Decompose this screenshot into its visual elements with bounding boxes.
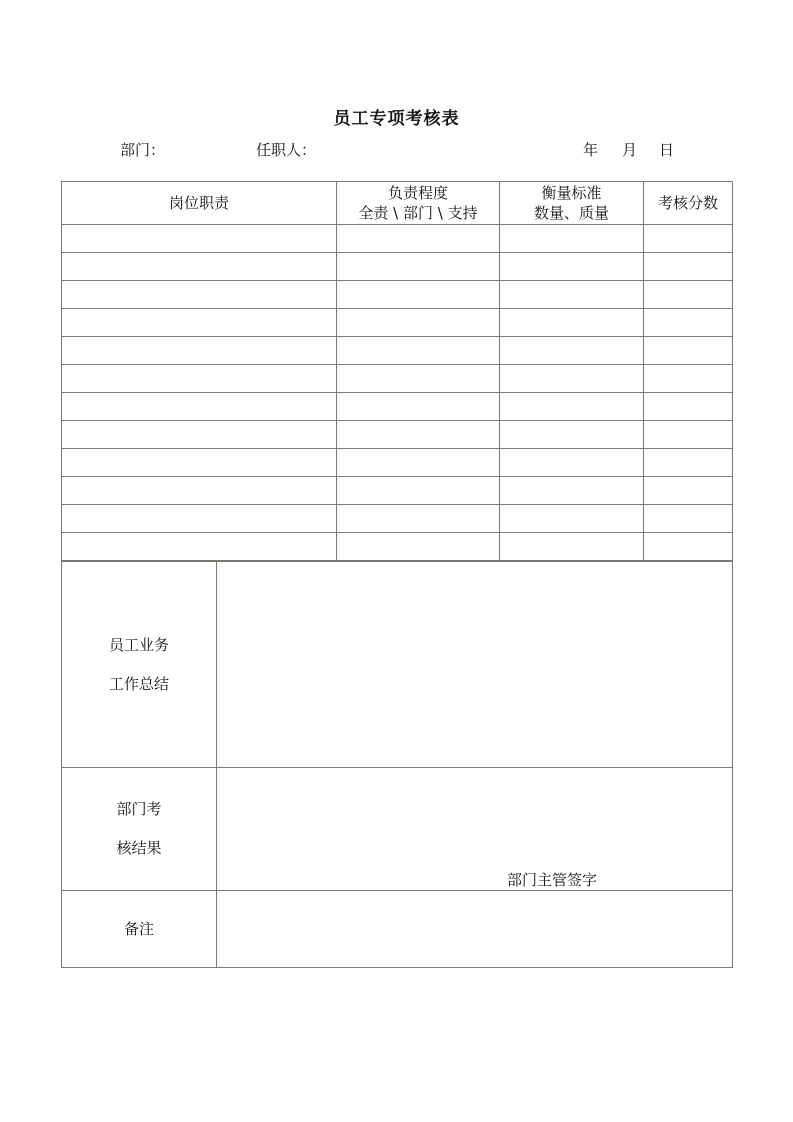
summary-row xyxy=(62,562,733,768)
table-row xyxy=(62,337,733,365)
table-cell[interactable] xyxy=(337,225,500,253)
result-label xyxy=(62,768,217,891)
signature-label: 部门主管签字 xyxy=(507,871,598,889)
summary-label-line2: 工作总结 xyxy=(108,674,169,693)
table-cell[interactable] xyxy=(62,533,337,561)
header-standard xyxy=(500,182,644,225)
table-row xyxy=(62,421,733,449)
table-cell[interactable] xyxy=(337,449,500,477)
table-cell[interactable] xyxy=(337,477,500,505)
table-cell[interactable] xyxy=(337,393,500,421)
table-cell[interactable] xyxy=(500,281,644,309)
header-score xyxy=(644,182,733,225)
table-cell[interactable] xyxy=(500,225,644,253)
table-row xyxy=(62,281,733,309)
table-cell[interactable] xyxy=(500,253,644,281)
table-cell[interactable] xyxy=(62,365,337,393)
header-score-label: 考核分数 xyxy=(657,194,718,212)
table-cell[interactable] xyxy=(62,281,337,309)
remarks-label: 备注 xyxy=(62,891,217,968)
result-label-line1: 部门考 xyxy=(116,800,162,818)
table-cell[interactable] xyxy=(644,449,733,477)
month-label: 月 xyxy=(622,141,638,159)
table-cell[interactable] xyxy=(644,225,733,253)
table-cell[interactable] xyxy=(500,365,644,393)
table-cell[interactable] xyxy=(500,393,644,421)
table-cell[interactable] xyxy=(337,337,500,365)
table-row xyxy=(62,533,733,561)
table-cell[interactable] xyxy=(62,393,337,421)
table-row xyxy=(62,253,733,281)
table-row xyxy=(62,449,733,477)
table-cell[interactable] xyxy=(337,533,500,561)
duty-table xyxy=(61,181,733,561)
table-cell[interactable] xyxy=(62,309,337,337)
table-cell[interactable] xyxy=(644,337,733,365)
table-cell[interactable] xyxy=(62,253,337,281)
summary-label-line1: 员工业务 xyxy=(108,635,169,654)
person-label: 任职人： xyxy=(256,141,317,159)
summary-field[interactable] xyxy=(217,562,733,768)
table-cell[interactable] xyxy=(500,477,644,505)
table-cell[interactable] xyxy=(500,337,644,365)
summary-label xyxy=(62,562,217,768)
table-cell[interactable] xyxy=(500,421,644,449)
table-cell[interactable] xyxy=(644,505,733,533)
table-cell[interactable] xyxy=(644,281,733,309)
table-cell[interactable] xyxy=(62,477,337,505)
header-duty-label: 岗位职责 xyxy=(168,194,229,212)
table-row xyxy=(62,393,733,421)
table-cell[interactable] xyxy=(644,309,733,337)
table-cell[interactable] xyxy=(337,505,500,533)
header-responsibility-options: 全责 \ 部门 \ 支持 xyxy=(358,204,478,222)
table-cell[interactable] xyxy=(62,449,337,477)
table-cell[interactable] xyxy=(644,477,733,505)
header-responsibility-label: 负责程度 xyxy=(387,184,448,202)
table-cell[interactable] xyxy=(337,281,500,309)
remarks-field[interactable] xyxy=(217,891,733,968)
result-label-line2: 核结果 xyxy=(116,839,162,857)
table-cell[interactable] xyxy=(62,225,337,253)
remarks-row xyxy=(62,891,733,968)
table-row xyxy=(62,505,733,533)
header-standard-label: 衡量标准 xyxy=(541,184,602,202)
table-cell[interactable] xyxy=(337,421,500,449)
table-row xyxy=(62,225,733,253)
department-label: 部门： xyxy=(120,141,166,159)
table-cell[interactable] xyxy=(337,253,500,281)
result-field[interactable] xyxy=(217,768,733,891)
table-cell[interactable] xyxy=(500,449,644,477)
day-label: 日 xyxy=(659,141,675,159)
table-cell[interactable] xyxy=(500,309,644,337)
table-row xyxy=(62,309,733,337)
table-cell[interactable] xyxy=(644,365,733,393)
header-duty xyxy=(62,182,337,225)
review-sections xyxy=(61,561,733,968)
table-cell[interactable] xyxy=(644,393,733,421)
result-row xyxy=(62,768,733,891)
table-cell[interactable] xyxy=(500,505,644,533)
table-cell[interactable] xyxy=(62,337,337,365)
table-cell[interactable] xyxy=(500,533,644,561)
table-cell[interactable] xyxy=(62,505,337,533)
table-body xyxy=(62,225,733,561)
table-cell[interactable] xyxy=(62,421,337,449)
table-cell[interactable] xyxy=(337,365,500,393)
form-title: 员工专项考核表 xyxy=(333,109,460,129)
table-cell[interactable] xyxy=(337,309,500,337)
table-cell[interactable] xyxy=(644,533,733,561)
header-responsibility xyxy=(337,182,500,225)
table-cell[interactable] xyxy=(644,421,733,449)
table-row xyxy=(62,477,733,505)
header-standard-sub: 数量、质量 xyxy=(533,204,609,222)
year-label: 年 xyxy=(583,141,599,159)
table-cell[interactable] xyxy=(644,253,733,281)
header-row xyxy=(62,182,733,225)
table-row xyxy=(62,365,733,393)
